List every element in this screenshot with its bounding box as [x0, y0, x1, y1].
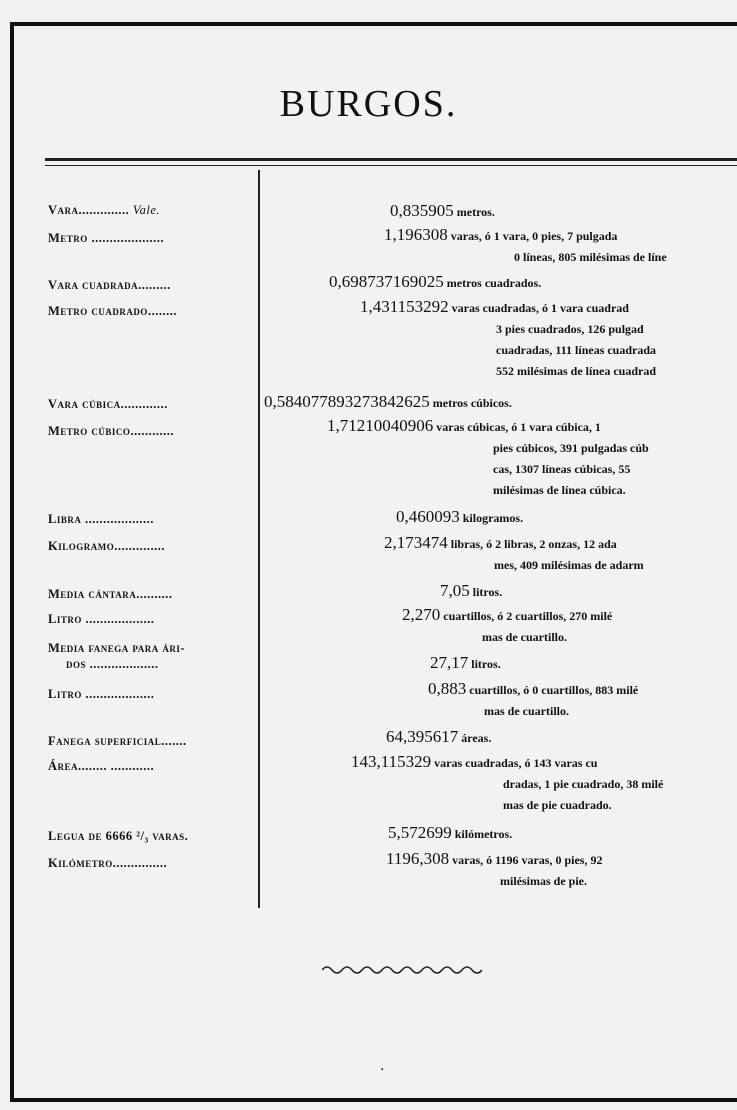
label-kilogramo: Kilogramo..............: [48, 539, 165, 553]
ink-dot: ·: [380, 1062, 385, 1078]
value-vara: 0,835905 metros.: [390, 201, 495, 220]
value-media-fanega: 27,17 litros.: [430, 653, 501, 672]
label-metro: Metro ....................: [48, 231, 164, 245]
value-area: 143,115329 varas cuadradas, ó 143 varas cu dradas, 1 pie cuadrado, 38 milé mas de pie cuadrado.: [351, 752, 664, 812]
value-vara-cuadrada: 0,698737169025 metros cuadrados.: [329, 272, 542, 291]
value-metro-cuadrado: 1,431153292 varas cuadradas, ó 1 vara cuadrad 3 pies cuadrados, 126 pulgad cuadradas, 111 líneas cuadrada 552 milésimas de línea cuadrad: [360, 297, 657, 378]
value-media-cantara: 7,05 litros.: [440, 581, 503, 600]
label-fanega-superficial: Fanega superficial.......: [48, 734, 187, 748]
label-media-fanega: Media fanega para ári- dos ...................: [48, 641, 186, 671]
value-kilometro: 1196,308 varas, ó 1196 varas, 0 pies, 92 milésimas de pie.: [386, 849, 603, 888]
value-fanega-superficial: 64,395617 áreas.: [386, 727, 492, 746]
title-rule: [45, 158, 737, 161]
title-rule-thin: [45, 165, 737, 166]
value-litro-2: 0,883 cuartillos, ó 0 cuartillos, 883 milé mas de cuartillo.: [428, 679, 639, 718]
value-libra: 0,460093 kilogramos.: [396, 507, 524, 526]
label-metro-cuadrado: Metro cuadrado........: [48, 304, 177, 318]
label-libra: Libra ...................: [48, 512, 154, 526]
label-area: Área........ ............: [48, 759, 155, 773]
label-vara-cuadrada: Vara cuadrada.........: [48, 278, 171, 292]
squiggle-ornament: [322, 960, 482, 980]
value-kilogramo: 2,173474 libras, ó 2 libras, 2 onzas, 12 ada mes, 409 milésimas de adarm: [384, 533, 644, 572]
label-kilometro: Kilómetro...............: [48, 856, 168, 870]
value-metro: 1,196308 varas, ó 1 vara, 0 pies, 7 pulgada 0 líneas, 805 milésimas de líne: [384, 225, 667, 264]
label-metro-cubico: Metro cúbico............: [48, 424, 174, 438]
label-vara-cubica: Vara cúbica.............: [48, 397, 168, 411]
label-vara: Vara.............. Vale.: [48, 203, 161, 217]
label-litro-2: Litro ...................: [48, 687, 155, 701]
value-litro-1: 2,270 cuartillos, ó 2 cuartillos, 270 milé mas de cuartillo.: [402, 605, 613, 644]
page-title: BURGOS.: [279, 83, 458, 125]
label-media-cantara: Media cántara..........: [48, 587, 173, 601]
value-legua: 5,572699 kilómetros.: [388, 823, 513, 842]
label-legua: Legua de 6666 ²/₃ varas.: [48, 829, 189, 843]
value-vara-cubica: 0,584077893273842625 metros cúbicos.: [264, 392, 512, 411]
value-metro-cubico: 1,71210040906 varas cúbicas, ó 1 vara cúbica, 1 pies cúbicos, 391 pulgadas cúb cas, 1307 líneas cúbicas, 55 milésimas de línea cúbica.: [327, 416, 649, 497]
label-litro-1: Litro ...................: [48, 612, 155, 626]
